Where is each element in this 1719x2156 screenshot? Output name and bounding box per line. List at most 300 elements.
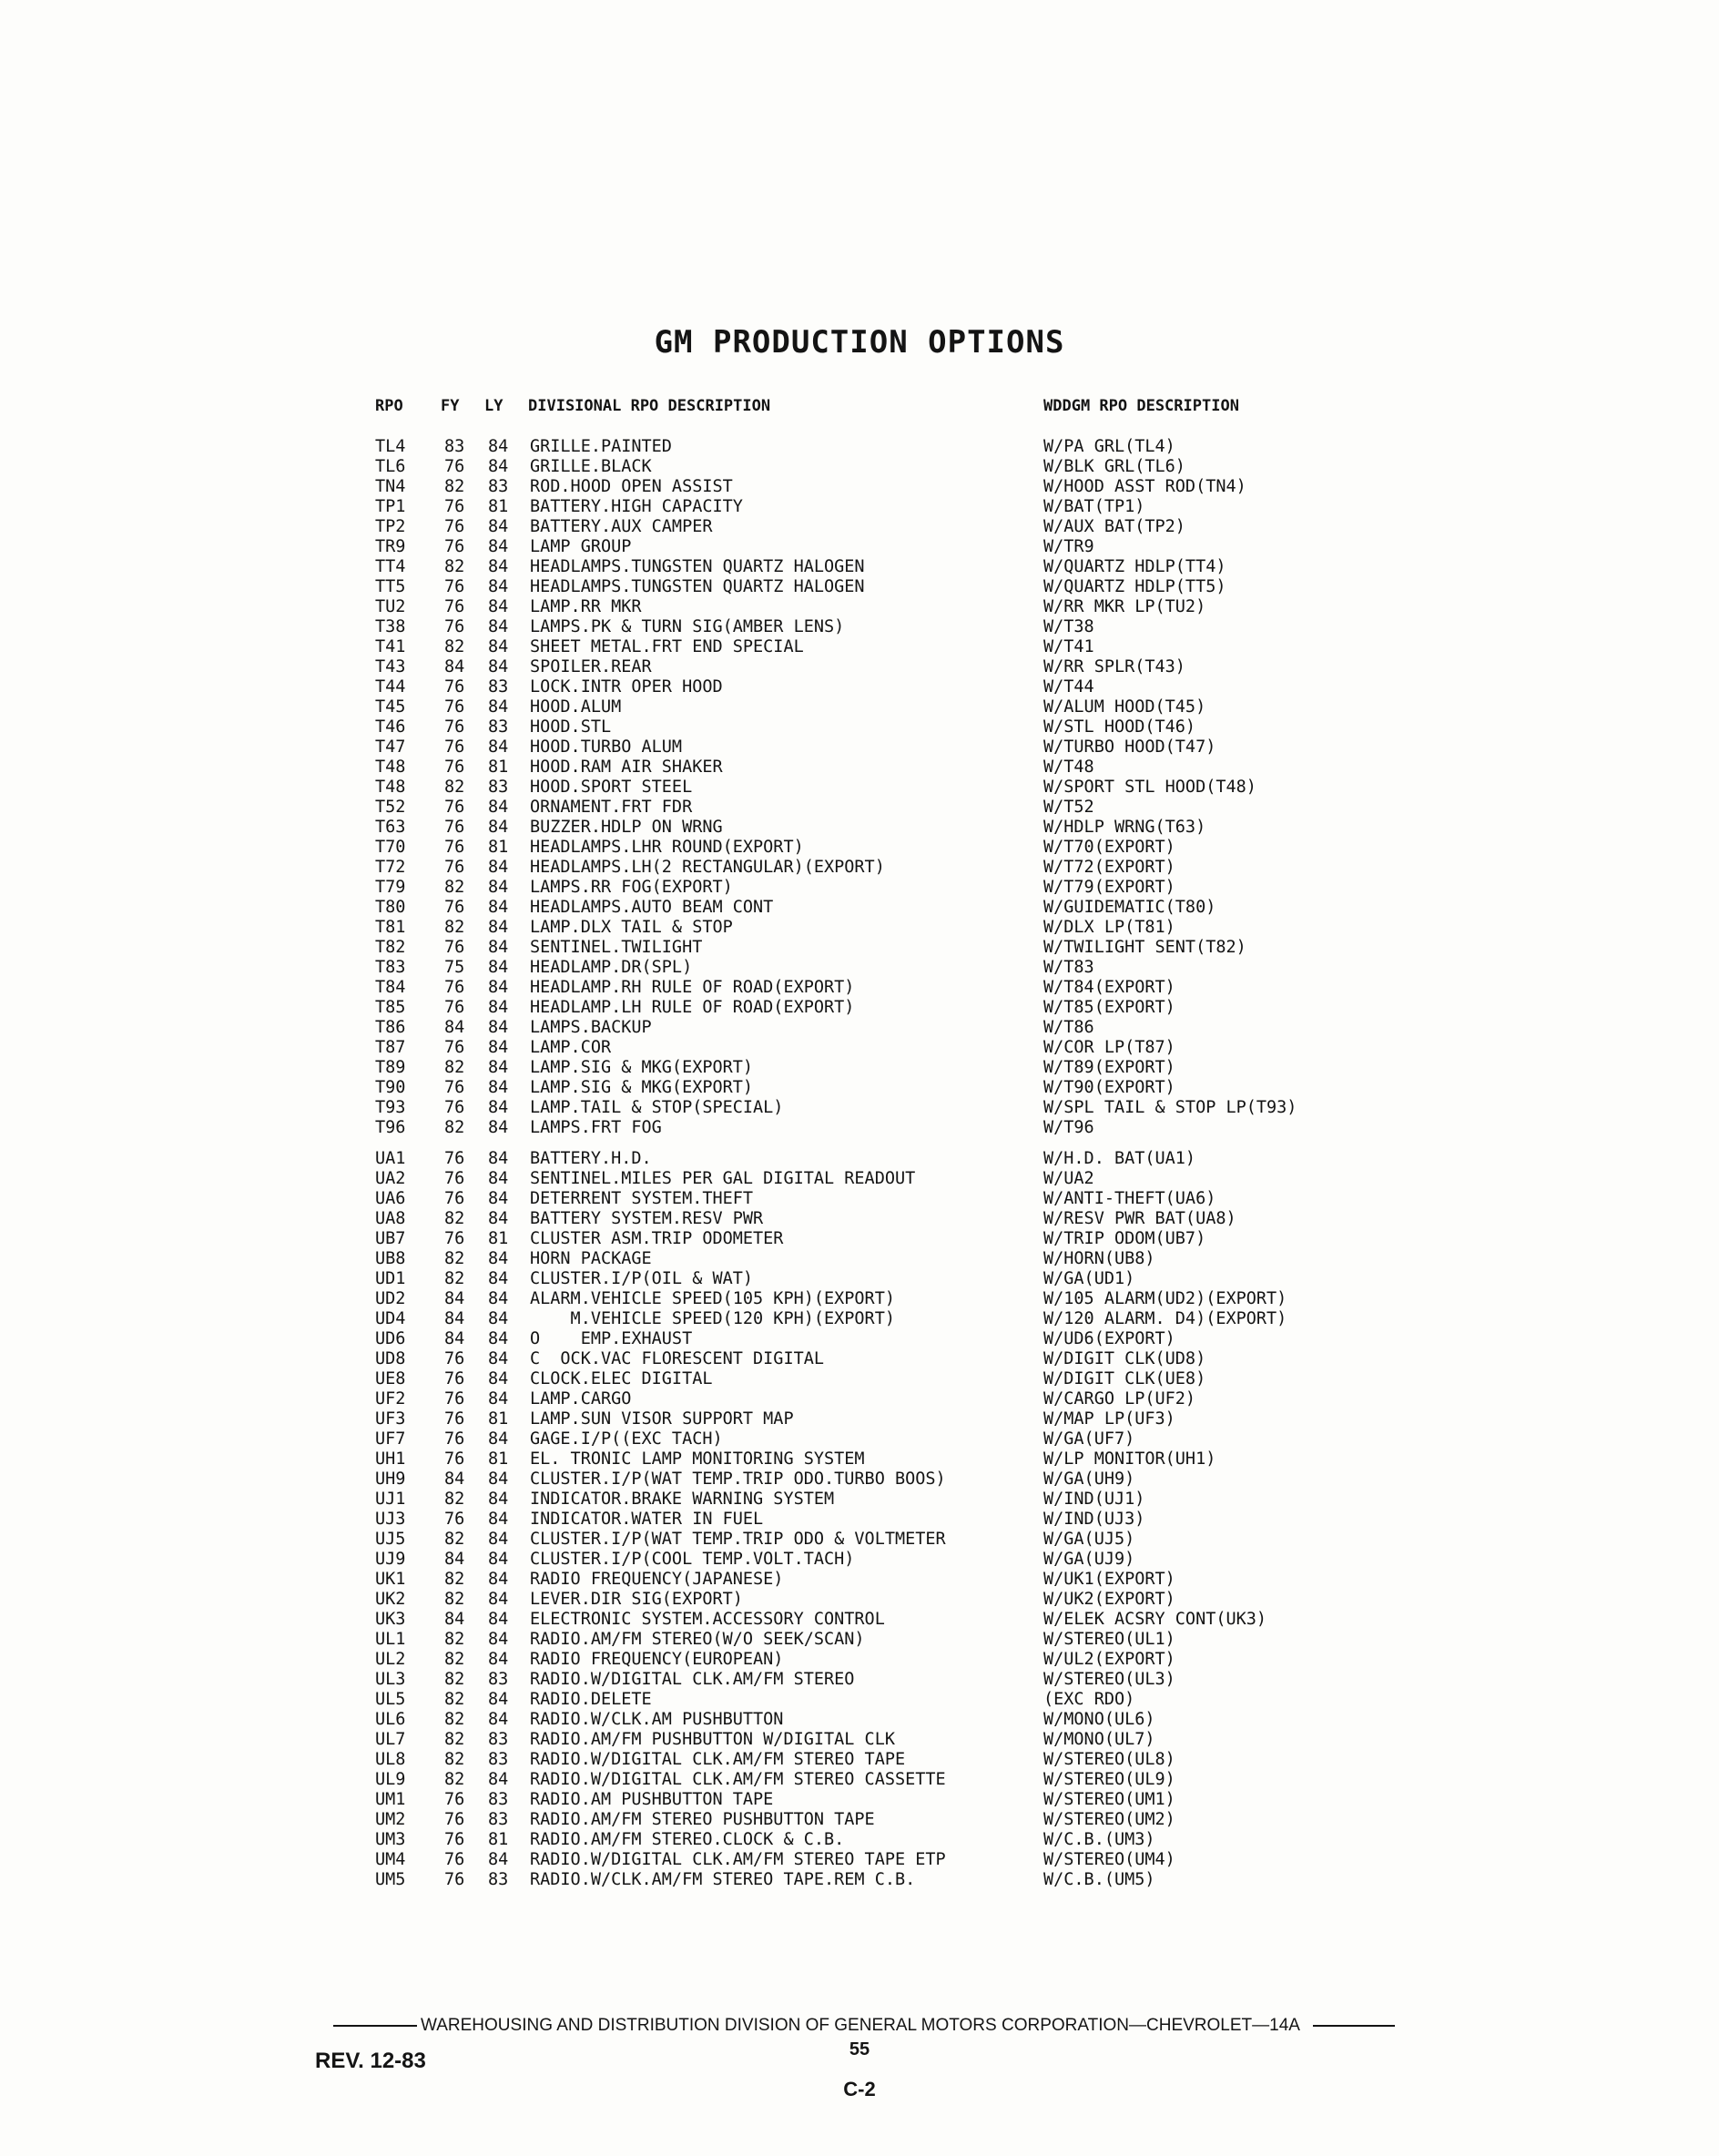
rpo-code: T93 (375, 1098, 406, 1117)
rpo-code: T48 (375, 778, 406, 797)
wddgm-description: W/T79(EXPORT) (1043, 878, 1175, 897)
rpo-code: UK2 (375, 1590, 406, 1609)
last-year: 84 (488, 1249, 509, 1268)
last-year: 84 (488, 1269, 509, 1288)
first-year: 76 (444, 1169, 465, 1188)
divisional-description: HEADLAMPS.LHR ROUND(EXPORT) (530, 838, 804, 857)
last-year: 83 (488, 677, 509, 697)
first-year: 82 (444, 557, 465, 576)
rpo-code: UD2 (375, 1289, 406, 1308)
first-year: 76 (444, 517, 465, 536)
wddgm-description: W/GUIDEMATIC(T80) (1043, 898, 1216, 917)
last-year: 84 (488, 457, 509, 476)
divisional-description: ELECTRONIC SYSTEM.ACCESSORY CONTROL (530, 1610, 885, 1629)
last-year: 84 (488, 918, 509, 937)
divisional-description: CLUSTER.I/P(WAT TEMP.TRIP ODO.TURBO BOOS) (530, 1470, 946, 1489)
last-year: 84 (488, 597, 509, 616)
wddgm-description: W/CARGO LP(UF2) (1043, 1389, 1196, 1409)
last-year: 81 (488, 1229, 509, 1248)
divisional-description: LAMP.COR (530, 1038, 612, 1057)
last-year: 84 (488, 1590, 509, 1609)
first-year: 82 (444, 1750, 465, 1769)
first-year: 76 (444, 1409, 465, 1429)
first-year: 76 (444, 1429, 465, 1449)
divisional-description: HORN PACKAGE (530, 1249, 652, 1268)
divisional-description: GAGE.I/P((EXC TACH) (530, 1429, 723, 1449)
rpo-code: UE8 (375, 1369, 406, 1388)
rpo-code: TR9 (375, 537, 406, 556)
wddgm-description: W/HDLP WRNG(T63) (1043, 818, 1206, 837)
first-year: 76 (444, 1850, 465, 1869)
wddgm-description: W/QUARTZ HDLP(TT5) (1043, 577, 1226, 596)
divisional-description: LAMP.TAIL & STOP(SPECIAL) (530, 1098, 784, 1117)
rpo-code: UL9 (375, 1770, 406, 1789)
divisional-description: LAMPS.BACKUP (530, 1018, 652, 1037)
wddgm-description: W/T96 (1043, 1118, 1094, 1137)
rpo-code: UA2 (375, 1169, 406, 1188)
wddgm-description: W/STEREO(UM1) (1043, 1790, 1175, 1809)
divisional-description: O EMP.EXHAUST (530, 1329, 693, 1348)
divisional-description: SHEET METAL.FRT END SPECIAL (530, 637, 804, 656)
wddgm-description: W/DIGIT CLK(UD8) (1043, 1349, 1206, 1368)
divisional-description: HEADLAMPS.AUTO BEAM CONT (530, 898, 774, 917)
first-year: 82 (444, 637, 465, 656)
last-year: 84 (488, 1018, 509, 1037)
divisional-description: RADIO.W/DIGITAL CLK.AM/FM STEREO (530, 1670, 855, 1689)
rpo-code: T72 (375, 858, 406, 877)
wddgm-description: W/RR MKR LP(TU2) (1043, 597, 1206, 616)
wddgm-description: W/ALUM HOOD(T45) (1043, 697, 1206, 717)
last-year: 84 (488, 437, 509, 456)
rpo-code: UH1 (375, 1449, 406, 1469)
last-year: 84 (488, 878, 509, 897)
last-year: 84 (488, 1530, 509, 1549)
last-year: 81 (488, 497, 509, 516)
rpo-code: UA8 (375, 1209, 406, 1228)
rpo-code: UL2 (375, 1650, 406, 1669)
header-fy: FY (441, 397, 460, 415)
first-year: 84 (444, 1289, 465, 1308)
last-year: 83 (488, 1670, 509, 1689)
rpo-code: TL4 (375, 437, 406, 456)
wddgm-description: W/T84(EXPORT) (1043, 978, 1175, 997)
wddgm-description: W/HORN(UB8) (1043, 1249, 1155, 1268)
last-year: 84 (488, 1058, 509, 1077)
last-year: 84 (488, 1770, 509, 1789)
last-year: 84 (488, 1209, 509, 1228)
wddgm-description: W/LP MONITOR(UH1) (1043, 1449, 1216, 1469)
wddgm-description: W/T72(EXPORT) (1043, 858, 1175, 877)
wddgm-description: W/T44 (1043, 677, 1094, 697)
last-year: 84 (488, 577, 509, 596)
last-year: 84 (488, 1429, 509, 1449)
first-year: 82 (444, 1530, 465, 1549)
divisional-description: M.VEHICLE SPEED(120 KPH)(EXPORT) (530, 1309, 895, 1328)
last-year: 84 (488, 1389, 509, 1409)
last-year: 84 (488, 998, 509, 1017)
wddgm-description: W/120 ALARM. D4)(EXPORT) (1043, 1309, 1287, 1328)
last-year: 84 (488, 1189, 509, 1208)
rpo-code: T48 (375, 758, 406, 777)
first-year: 82 (444, 918, 465, 937)
wddgm-description: W/ELEK ACSRY CONT(UK3) (1043, 1610, 1267, 1629)
last-year: 84 (488, 1650, 509, 1669)
first-year: 76 (444, 697, 465, 717)
rpo-code: UL8 (375, 1750, 406, 1769)
wddgm-description: W/UD6(EXPORT) (1043, 1329, 1175, 1348)
last-year: 84 (488, 1630, 509, 1649)
divisional-description: DETERRENT SYSTEM.THEFT (530, 1189, 754, 1208)
header-wddgm-description: WDDGM RPO DESCRIPTION (1043, 397, 1239, 415)
first-year: 82 (444, 1670, 465, 1689)
divisional-description: HEADLAMP.LH RULE OF ROAD(EXPORT) (530, 998, 855, 1017)
wddgm-description: W/MONO(UL7) (1043, 1730, 1155, 1749)
wddgm-description: W/T52 (1043, 798, 1094, 817)
divisional-description: LAMPS.PK & TURN SIG(AMBER LENS) (530, 617, 845, 636)
wddgm-description: W/UL2(EXPORT) (1043, 1650, 1175, 1669)
divisional-description: CLUSTER.I/P(OIL & WAT) (530, 1269, 754, 1288)
divisional-description: RADIO.W/DIGITAL CLK.AM/FM STEREO CASSETTE (530, 1770, 946, 1789)
rpo-code: UL6 (375, 1710, 406, 1729)
wddgm-description: W/DLX LP(T81) (1043, 918, 1175, 937)
wddgm-description: W/PA GRL(TL4) (1043, 437, 1175, 456)
last-year: 84 (488, 1610, 509, 1629)
last-year: 84 (488, 1289, 509, 1308)
rpo-code: UL3 (375, 1670, 406, 1689)
first-year: 76 (444, 838, 465, 857)
first-year: 76 (444, 1189, 465, 1208)
divisional-description: HEADLAMPS.LH(2 RECTANGULAR)(EXPORT) (530, 858, 885, 877)
divisional-description: HOOD.STL (530, 717, 612, 737)
last-year: 84 (488, 958, 509, 977)
first-year: 76 (444, 1790, 465, 1809)
rpo-code: UD6 (375, 1329, 406, 1348)
wddgm-description: W/STEREO(UL8) (1043, 1750, 1175, 1769)
wddgm-description: W/TURBO HOOD(T47) (1043, 737, 1216, 757)
last-year: 81 (488, 758, 509, 777)
last-year: 84 (488, 1850, 509, 1869)
rpo-code: TL6 (375, 457, 406, 476)
wddgm-description: W/T38 (1043, 617, 1094, 636)
first-year: 83 (444, 437, 465, 456)
rpo-code: T83 (375, 958, 406, 977)
wddgm-description: W/TR9 (1043, 537, 1094, 556)
divisional-description: HOOD.ALUM (530, 697, 622, 717)
wddgm-description: W/TRIP ODOM(UB7) (1043, 1229, 1206, 1248)
rpo-code: T90 (375, 1078, 406, 1097)
first-year: 76 (444, 1098, 465, 1117)
first-year: 76 (444, 1830, 465, 1849)
first-year: 76 (444, 1349, 465, 1368)
first-year: 82 (444, 1058, 465, 1077)
rpo-code: T84 (375, 978, 406, 997)
last-year: 83 (488, 1790, 509, 1809)
rpo-code: UD4 (375, 1309, 406, 1328)
last-year: 84 (488, 858, 509, 877)
last-year: 81 (488, 1449, 509, 1469)
rpo-code: T81 (375, 918, 406, 937)
wddgm-description: W/C.B.(UM3) (1043, 1830, 1155, 1849)
header-rpo: RPO (375, 397, 403, 415)
divisional-description: RADIO FREQUENCY(EUROPEAN) (530, 1650, 784, 1669)
rpo-code: T79 (375, 878, 406, 897)
last-year: 84 (488, 898, 509, 917)
wddgm-description: (EXC RDO) (1043, 1690, 1135, 1709)
wddgm-description: W/MAP LP(UF3) (1043, 1409, 1175, 1429)
rpo-code: TP1 (375, 497, 406, 516)
first-year: 82 (444, 1118, 465, 1137)
wddgm-description: W/UK2(EXPORT) (1043, 1590, 1175, 1609)
first-year: 76 (444, 1038, 465, 1057)
divisional-description: ROD.HOOD OPEN ASSIST (530, 477, 733, 496)
rpo-code: TP2 (375, 517, 406, 536)
first-year: 82 (444, 1770, 465, 1789)
divisional-description: LAMPS.RR FOG(EXPORT) (530, 878, 733, 897)
divisional-description: HEADLAMPS.TUNGSTEN QUARTZ HALOGEN (530, 557, 865, 576)
rpo-code: UM4 (375, 1850, 406, 1869)
last-year: 83 (488, 717, 509, 737)
last-year: 84 (488, 1570, 509, 1589)
last-year: 84 (488, 697, 509, 717)
rpo-code: T38 (375, 617, 406, 636)
first-year: 82 (444, 1209, 465, 1228)
rpo-code: T96 (375, 1118, 406, 1137)
rpo-code: UA1 (375, 1149, 406, 1168)
rpo-code: T46 (375, 717, 406, 737)
divisional-description: BATTERY.AUX CAMPER (530, 517, 713, 536)
rpo-code: TT5 (375, 577, 406, 596)
divisional-description: BUZZER.HDLP ON WRNG (530, 818, 723, 837)
divisional-description: LAMP.CARGO (530, 1389, 632, 1409)
rpo-code: T41 (375, 637, 406, 656)
divisional-description: CLUSTER.I/P(COOL TEMP.VOLT.TACH) (530, 1550, 855, 1569)
rpo-code: UA6 (375, 1189, 406, 1208)
first-year: 82 (444, 878, 465, 897)
first-year: 76 (444, 457, 465, 476)
rpo-code: UJ3 (375, 1510, 406, 1529)
first-year: 82 (444, 1710, 465, 1729)
divisional-description: INDICATOR.WATER IN FUEL (530, 1510, 764, 1529)
rpo-code: UJ1 (375, 1490, 406, 1509)
first-year: 84 (444, 1610, 465, 1629)
rpo-code: TT4 (375, 557, 406, 576)
footer-rule-left (333, 2025, 417, 2027)
wddgm-description: W/GA(UJ5) (1043, 1530, 1135, 1549)
first-year: 76 (444, 1369, 465, 1388)
divisional-description: HEADLAMP.DR(SPL) (530, 958, 693, 977)
rpo-code: T43 (375, 657, 406, 676)
rpo-code: UL5 (375, 1690, 406, 1709)
divisional-description: EL. TRONIC LAMP MONITORING SYSTEM (530, 1449, 865, 1469)
first-year: 84 (444, 1329, 465, 1348)
divisional-description: CLOCK.ELEC DIGITAL (530, 1369, 713, 1388)
wddgm-description: W/COR LP(T87) (1043, 1038, 1175, 1057)
wddgm-description: W/T90(EXPORT) (1043, 1078, 1175, 1097)
first-year: 76 (444, 1229, 465, 1248)
first-year: 76 (444, 737, 465, 757)
last-year: 84 (488, 617, 509, 636)
last-year: 84 (488, 1149, 509, 1168)
first-year: 76 (444, 818, 465, 837)
rpo-code: UH9 (375, 1470, 406, 1489)
rpo-code: UL7 (375, 1730, 406, 1749)
rpo-code: T45 (375, 697, 406, 717)
divisional-description: SENTINEL.MILES PER GAL DIGITAL READOUT (530, 1169, 916, 1188)
last-year: 84 (488, 1690, 509, 1709)
first-year: 84 (444, 1470, 465, 1489)
wddgm-description: W/SPORT STL HOOD(T48) (1043, 778, 1256, 797)
divisional-description: HOOD.SPORT STEEL (530, 778, 693, 797)
first-year: 82 (444, 778, 465, 797)
divisional-description: HEADLAMP.RH RULE OF ROAD(EXPORT) (530, 978, 855, 997)
first-year: 84 (444, 1550, 465, 1569)
wddgm-description: W/IND(UJ1) (1043, 1490, 1145, 1509)
rpo-code: T89 (375, 1058, 406, 1077)
wddgm-description: W/RESV PWR BAT(UA8) (1043, 1209, 1236, 1228)
first-year: 76 (444, 938, 465, 957)
first-year: 76 (444, 1870, 465, 1889)
rpo-code: UD8 (375, 1349, 406, 1368)
rpo-code: UJ5 (375, 1530, 406, 1549)
last-year: 83 (488, 1750, 509, 1769)
divisional-description: LAMPS.FRT FOG (530, 1118, 662, 1137)
divisional-description: RADIO.W/DIGITAL CLK.AM/FM STEREO TAPE ETP (530, 1850, 946, 1869)
page-title: GM PRODUCTION OPTIONS (654, 324, 1065, 361)
rpo-code: T70 (375, 838, 406, 857)
last-year: 84 (488, 1710, 509, 1729)
wddgm-description: W/STEREO(UL9) (1043, 1770, 1175, 1789)
footer-rule-right (1313, 2025, 1395, 2027)
first-year: 76 (444, 617, 465, 636)
rpo-code: UF2 (375, 1389, 406, 1409)
last-year: 84 (488, 818, 509, 837)
first-year: 76 (444, 497, 465, 516)
wddgm-description: W/TWILIGHT SENT(T82) (1043, 938, 1246, 957)
first-year: 76 (444, 597, 465, 616)
rpo-code: T52 (375, 798, 406, 817)
wddgm-description: W/T41 (1043, 637, 1094, 656)
last-year: 83 (488, 778, 509, 797)
wddgm-description: W/T70(EXPORT) (1043, 838, 1175, 857)
footer-division-line (333, 2016, 1495, 2036)
last-year: 81 (488, 1409, 509, 1429)
section-number: C-2 (843, 2078, 876, 2100)
divisional-description: LAMP.SIG & MKG(EXPORT) (530, 1078, 754, 1097)
last-year: 84 (488, 1550, 509, 1569)
last-year: 84 (488, 1169, 509, 1188)
last-year: 84 (488, 1329, 509, 1348)
first-year: 76 (444, 898, 465, 917)
divisional-description: LAMP GROUP (530, 537, 632, 556)
revision-label: REV. 12-83 (315, 2049, 426, 2073)
first-year: 84 (444, 1309, 465, 1328)
wddgm-description: W/T89(EXPORT) (1043, 1058, 1175, 1077)
wddgm-description: W/RR SPLR(T43) (1043, 657, 1185, 676)
first-year: 76 (444, 537, 465, 556)
rpo-code: T86 (375, 1018, 406, 1037)
wddgm-description: W/GA(UF7) (1043, 1429, 1135, 1449)
rpo-code: UM5 (375, 1870, 406, 1889)
wddgm-description: W/STL HOOD(T46) (1043, 717, 1196, 737)
first-year: 82 (444, 1570, 465, 1589)
last-year: 84 (488, 1118, 509, 1137)
last-year: 84 (488, 1309, 509, 1328)
divisional-description: CLUSTER.I/P(WAT TEMP.TRIP ODO & VOLTMETER (530, 1530, 946, 1549)
divisional-description: SENTINEL.TWILIGHT (530, 938, 703, 957)
divisional-description: LOCK.INTR OPER HOOD (530, 677, 723, 697)
rpo-code: UM2 (375, 1810, 406, 1829)
first-year: 82 (444, 1269, 465, 1288)
divisional-description: CLUSTER ASM.TRIP ODOMETER (530, 1229, 784, 1248)
wddgm-description: W/IND(UJ3) (1043, 1510, 1145, 1529)
first-year: 76 (444, 577, 465, 596)
rpo-code: TU2 (375, 597, 406, 616)
wddgm-description: W/BAT(TP1) (1043, 497, 1145, 516)
first-year: 82 (444, 1730, 465, 1749)
first-year: 76 (444, 1389, 465, 1409)
rpo-code: UB8 (375, 1249, 406, 1268)
first-year: 82 (444, 1590, 465, 1609)
divisional-description: RADIO.W/CLK.AM PUSHBUTTON (530, 1710, 784, 1729)
wddgm-description: W/ANTI-THEFT(UA6) (1043, 1189, 1216, 1208)
wddgm-description: W/GA(UD1) (1043, 1269, 1135, 1288)
rpo-code: UM1 (375, 1790, 406, 1809)
first-year: 82 (444, 477, 465, 496)
wddgm-description: W/T85(EXPORT) (1043, 998, 1175, 1017)
last-year: 84 (488, 737, 509, 757)
divisional-description: SPOILER.REAR (530, 657, 652, 676)
first-year: 76 (444, 758, 465, 777)
divisional-description: RADIO.AM/FM STEREO(W/O SEEK/SCAN) (530, 1630, 865, 1649)
last-year: 84 (488, 1510, 509, 1529)
divisional-description: HOOD.RAM AIR SHAKER (530, 758, 723, 777)
divisional-description: LAMP.SIG & MKG(EXPORT) (530, 1058, 754, 1077)
rpo-code: T80 (375, 898, 406, 917)
footer-division-text: WAREHOUSING AND DISTRIBUTION DIVISION OF GENERAL MOTORS CORPORATION—CHEVROLET—14A (421, 2016, 1300, 2035)
wddgm-description: W/SPL TAIL & STOP LP(T93) (1043, 1098, 1297, 1117)
last-year: 81 (488, 1830, 509, 1849)
first-year: 76 (444, 998, 465, 1017)
rpo-code: UM3 (375, 1830, 406, 1849)
first-year: 76 (444, 677, 465, 697)
last-year: 84 (488, 1490, 509, 1509)
wddgm-description: W/GA(UH9) (1043, 1470, 1135, 1489)
wddgm-description: W/HOOD ASST ROD(TN4) (1043, 477, 1246, 496)
last-year: 84 (488, 978, 509, 997)
first-year: 76 (444, 717, 465, 737)
last-year: 83 (488, 1810, 509, 1829)
divisional-description: LAMP.RR MKR (530, 597, 642, 616)
page-number: 55 (849, 2039, 870, 2059)
last-year: 83 (488, 1870, 509, 1889)
first-year: 76 (444, 858, 465, 877)
rpo-code: UK3 (375, 1610, 406, 1629)
divisional-description: RADIO.AM/FM PUSHBUTTON W/DIGITAL CLK (530, 1730, 895, 1749)
first-year: 84 (444, 657, 465, 676)
divisional-description: LAMP.DLX TAIL & STOP (530, 918, 733, 937)
first-year: 76 (444, 1078, 465, 1097)
last-year: 81 (488, 838, 509, 857)
rpo-code: T82 (375, 938, 406, 957)
wddgm-description: W/T86 (1043, 1018, 1094, 1037)
last-year: 84 (488, 798, 509, 817)
rpo-code: T44 (375, 677, 406, 697)
wddgm-description: W/H.D. BAT(UA1) (1043, 1149, 1196, 1168)
wddgm-description: W/UA2 (1043, 1169, 1094, 1188)
divisional-description: LAMP.SUN VISOR SUPPORT MAP (530, 1409, 794, 1429)
first-year: 76 (444, 1510, 465, 1529)
divisional-description: C OCK.VAC FLORESCENT DIGITAL (530, 1349, 825, 1368)
